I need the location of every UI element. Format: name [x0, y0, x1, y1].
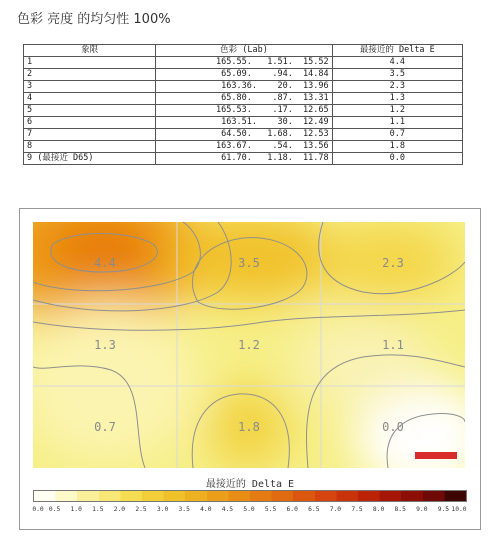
- cell-value-1: 4.4: [94, 256, 116, 270]
- scale-tick: 6.0: [286, 506, 298, 513]
- cell-quadrant: 7: [24, 129, 156, 141]
- cell-delta-e: 0.7: [332, 129, 462, 141]
- scale-tick: 0.5: [48, 506, 61, 513]
- cell-lab: 65.80. .87. 13.31: [156, 93, 332, 105]
- cell-value-4: 1.3: [94, 338, 116, 352]
- cell-value-3: 2.3: [382, 256, 404, 270]
- header-lab: 色彩 (Lab): [156, 45, 332, 57]
- cell-quadrant: 3: [24, 81, 156, 93]
- table-row: [24, 93, 463, 105]
- cell-value-2: 3.5: [238, 256, 260, 270]
- scale-tick: 9.0: [416, 506, 428, 513]
- scale-tick: 1.5: [92, 506, 104, 513]
- cell-delta-e: 1.8: [332, 141, 462, 153]
- scale-tick: 7.5: [351, 506, 363, 513]
- cell-lab: 163.51. 30. 12.49: [156, 117, 332, 129]
- cell-lab: 163.36. 20. 13.96: [156, 81, 332, 93]
- cell-delta-e: 1.2: [332, 105, 462, 117]
- scale-tick: 3.0: [156, 506, 169, 513]
- table-row: [24, 69, 463, 81]
- table-row: [24, 117, 463, 129]
- table-row: [24, 129, 463, 141]
- scale-tick: 7.0: [329, 506, 342, 513]
- cell-value-8: 1.8: [238, 420, 260, 434]
- header-delta-e: 最接近的 Delta E: [332, 45, 462, 57]
- scale-tick: 4.0: [200, 506, 212, 513]
- scale-tick: 5.5: [264, 506, 277, 513]
- cell-lab: 64.50. 1.68. 12.53: [156, 129, 332, 141]
- uniformity-heatmap: [33, 222, 465, 468]
- cell-value-9: 0.0: [382, 420, 404, 434]
- cell-quadrant: 5: [24, 105, 156, 117]
- scale-tick: 2.0: [113, 506, 126, 513]
- cell-lab: 165.55. 1.51. 15.52: [156, 57, 332, 69]
- cell-quadrant: 9 (最接近 D65): [24, 153, 156, 165]
- table-row: [24, 81, 463, 93]
- table-row: [24, 105, 463, 117]
- cell-quadrant: 8: [24, 141, 156, 153]
- scale-tick: 9.5: [437, 506, 450, 513]
- scale-tick: 6.5: [308, 506, 320, 513]
- table-row: [24, 57, 463, 69]
- red-marker: [415, 452, 457, 459]
- cell-lab: 165.53. .17. 12.65: [156, 105, 332, 117]
- cell-quadrant: 4: [24, 93, 156, 105]
- scale-tick: 4.5: [221, 506, 234, 513]
- scale-tick: 2.5: [135, 506, 147, 513]
- cell-lab: 65.09. .94. 14.84: [156, 69, 332, 81]
- cell-value-5: 1.2: [238, 338, 260, 352]
- color-scale-ticks: [33, 506, 465, 518]
- scale-tick: 3.5: [178, 506, 190, 513]
- cell-delta-e: 2.3: [332, 81, 462, 93]
- table-row: [24, 153, 463, 165]
- scale-tick: 10.0: [451, 506, 467, 513]
- color-scale-bar: [33, 490, 467, 502]
- header-quadrant: 象限: [24, 45, 156, 57]
- table-header-row: [24, 45, 463, 57]
- page-title: 色彩 亮度 的均匀性 100%: [17, 12, 171, 27]
- scale-tick: 1.0: [70, 506, 82, 513]
- heat-blob-2: [48, 222, 158, 280]
- cell-delta-e: 1.3: [332, 93, 462, 105]
- cell-value-6: 1.1: [382, 338, 404, 352]
- scale-tick: 0.0: [32, 506, 44, 513]
- cell-quadrant: 2: [24, 69, 156, 81]
- cell-delta-e: 0.0: [332, 153, 462, 165]
- cell-value-7: 0.7: [94, 420, 116, 434]
- uniformity-table: [23, 44, 463, 165]
- cell-quadrant: 1: [24, 57, 156, 69]
- scale-tick: 8.5: [394, 506, 406, 513]
- cell-delta-e: 3.5: [332, 69, 462, 81]
- table-row: [24, 141, 463, 153]
- cell-delta-e: 1.1: [332, 117, 462, 129]
- cell-quadrant: 6: [24, 117, 156, 129]
- cell-delta-e: 4.4: [332, 57, 462, 69]
- scale-tick: 8.0: [372, 506, 385, 513]
- scale-tick: 5.0: [243, 506, 255, 513]
- legend-title: 最接近的 Delta E: [205, 479, 295, 490]
- cell-lab: 61.70. 1.18. 11.78: [156, 153, 332, 165]
- cell-lab: 163.67. .54. 13.56: [156, 141, 332, 153]
